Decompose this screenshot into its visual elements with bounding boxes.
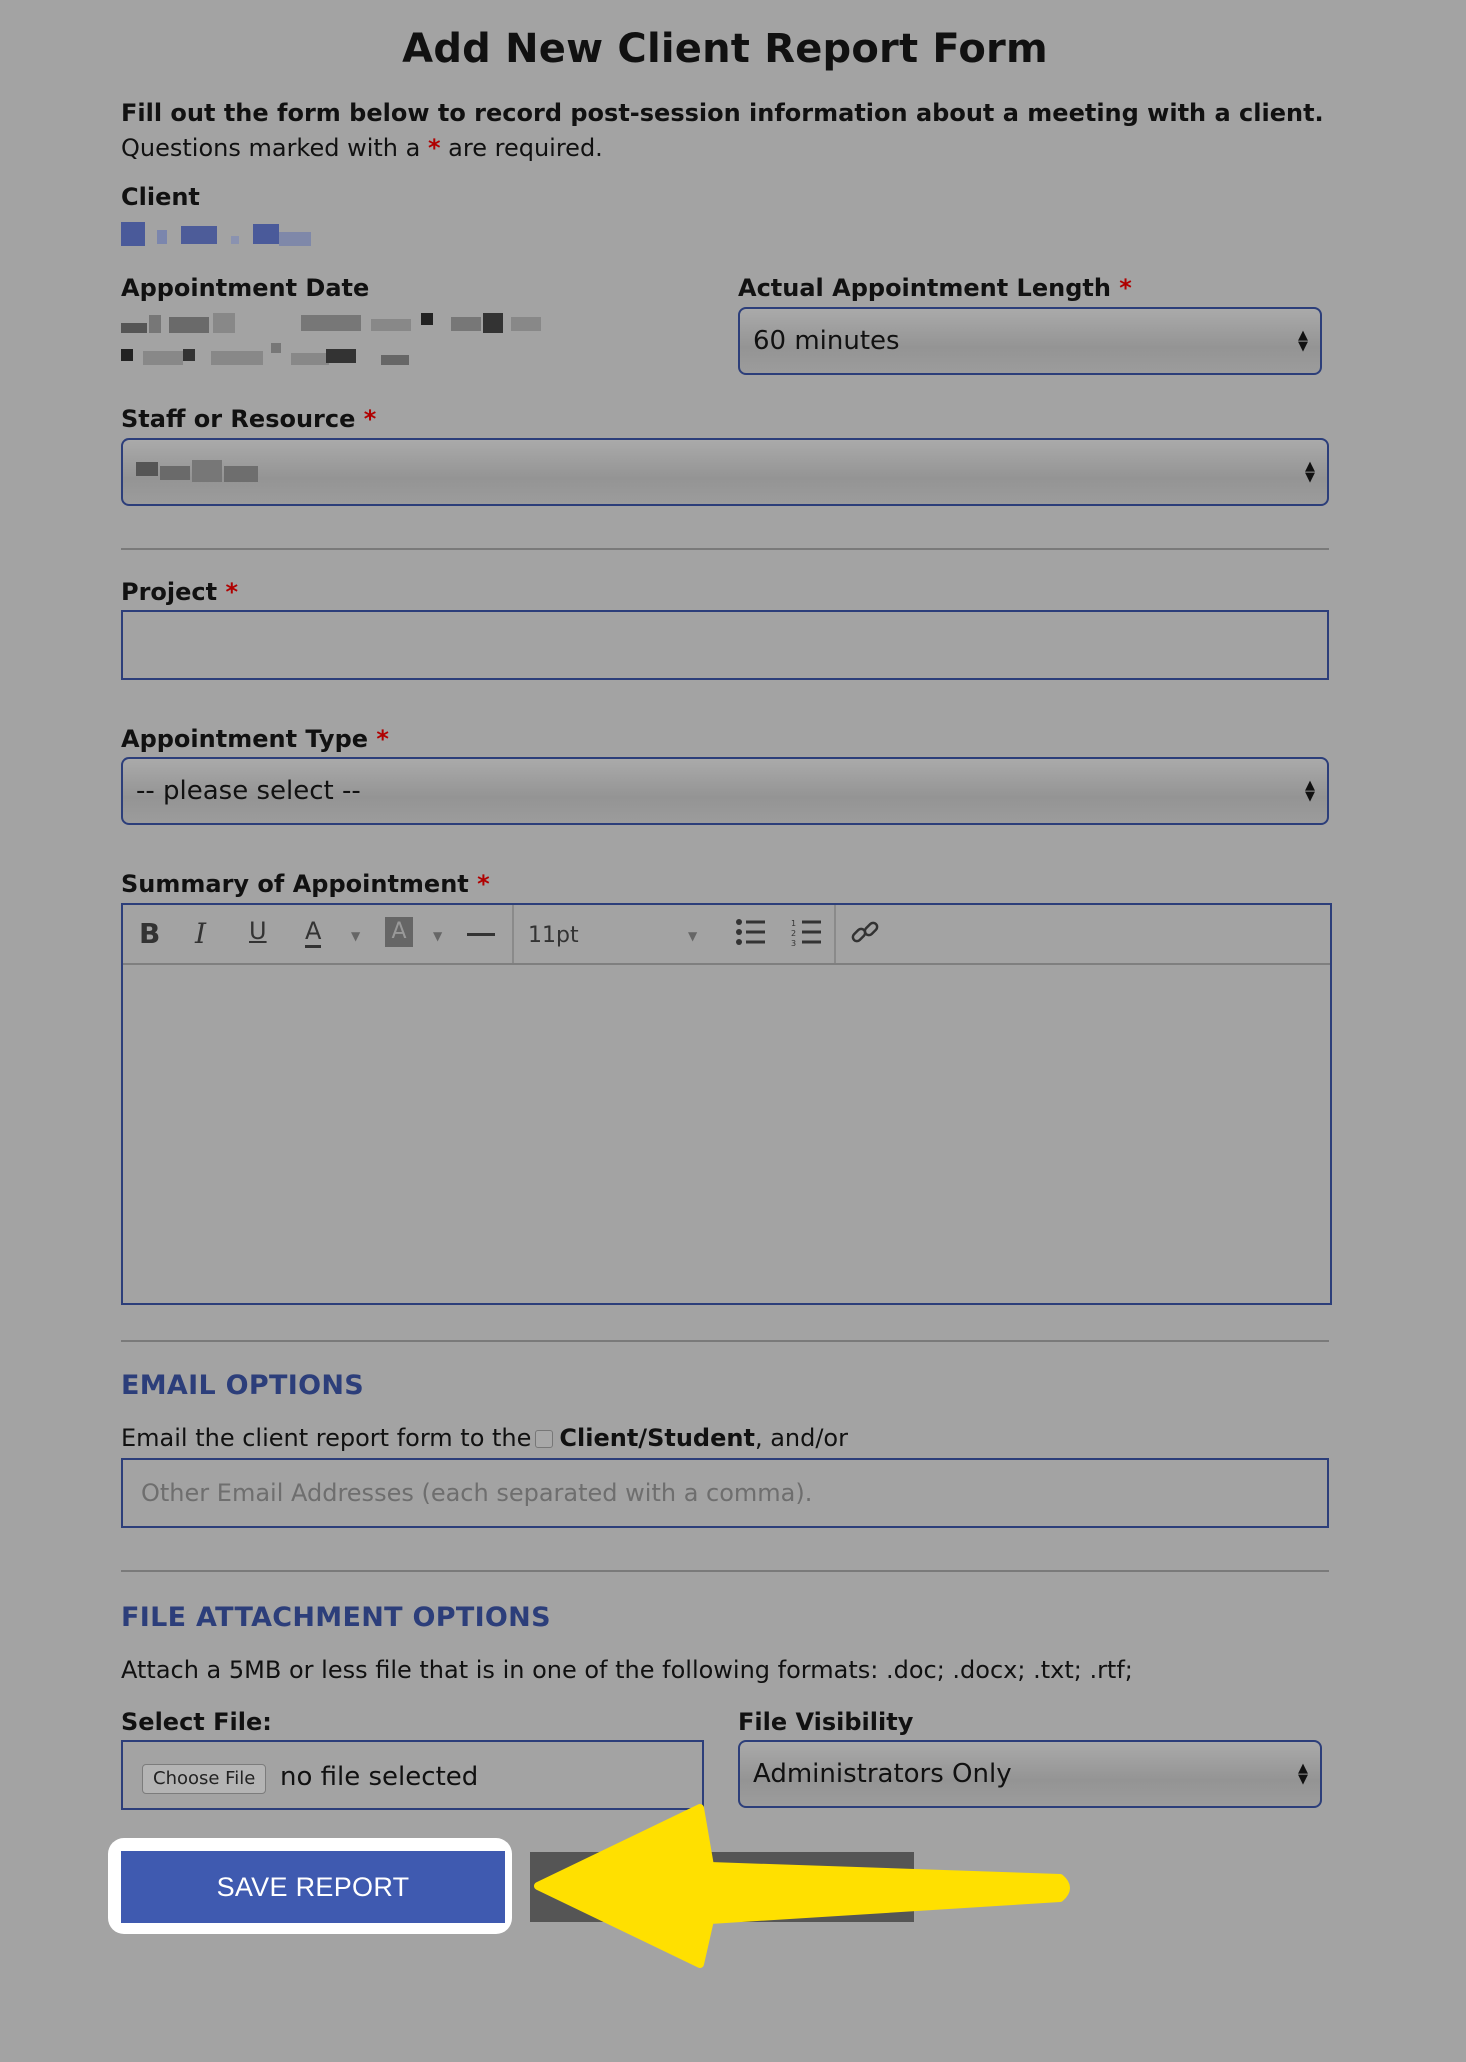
page-title: Add New Client Report Form [402,26,1048,72]
bullet-list-icon[interactable] [735,917,765,951]
select-arrows-icon: ▲ ▼ [1298,1761,1308,1787]
save-report-button[interactable]: SAVE REPORT [121,1851,505,1923]
appointment-length-label: Actual Appointment Length * [738,274,1132,302]
italic-icon[interactable]: I [195,917,207,950]
select-arrows-icon: ▲ ▼ [1305,459,1315,485]
file-attachment-description: Attach a 5MB or less file that is in one of the following formats: .doc; .docx; .txt; .rtf; [121,1656,1133,1684]
staff-label: Staff or Resource * [121,405,377,433]
appointment-type-label: Appointment Type * [121,725,389,753]
divider [121,548,1329,550]
file-visibility-select[interactable]: Administrators Only ▲ ▼ [738,1740,1322,1808]
summary-textarea[interactable] [123,965,1330,1303]
horizontal-rule-icon[interactable] [467,917,495,951]
editor-toolbar [123,905,1330,965]
project-input[interactable] [121,610,1329,680]
appointment-date-label: Appointment Date [121,274,370,302]
font-size-select[interactable]: 11pt [528,923,579,948]
underline-icon[interactable]: U [249,917,267,945]
file-input[interactable] [121,1740,704,1810]
text-color-caret-icon[interactable]: ▼ [351,929,361,943]
divider [121,1340,1329,1342]
client-label: Client [121,183,200,211]
link-icon[interactable] [850,917,880,951]
email-options-heading: EMAIL OPTIONS [121,1370,364,1401]
numbered-list-icon[interactable] [791,917,821,951]
select-file-label: Select File: [121,1708,272,1736]
appointment-type-select[interactable]: -- please select -- ▲ ▼ [121,757,1329,825]
summary-label: Summary of Appointment * [121,870,490,898]
background-color-icon[interactable]: A [385,917,413,947]
secondary-button[interactable] [530,1852,914,1922]
svg-text:3: 3 [791,939,797,947]
other-emails-input[interactable]: Other Email Addresses (each separated with a comma). [121,1458,1329,1528]
file-status: no file selected [280,1762,479,1792]
divider [121,1570,1329,1572]
email-options-text: Email the client report form to the Client/Student, and/or [121,1424,848,1452]
file-attachment-heading: FILE ATTACHMENT OPTIONS [121,1602,551,1633]
choose-file-button[interactable]: Choose File [142,1764,266,1794]
toolbar-separator [512,905,514,963]
form-instructions: Fill out the form below to record post-session information about a meeting with a client. Questions marked with a * are required. [121,99,1324,162]
svg-text:2: 2 [791,929,797,938]
text-color-icon[interactable]: A [305,917,321,948]
client-student-checkbox[interactable] [535,1430,553,1448]
bold-icon[interactable]: B [139,917,161,950]
file-visibility-label: File Visibility [738,1708,914,1736]
summary-editor [121,903,1332,1305]
staff-select[interactable] [121,438,1329,506]
toolbar-separator [834,905,836,963]
project-label: Project * [121,578,239,606]
background-color-caret-icon[interactable]: ▼ [433,929,443,943]
select-arrows-icon: ▲ ▼ [1305,778,1315,804]
appointment-length-select[interactable]: 60 minutes ▲ ▼ [738,307,1322,375]
svg-text:1: 1 [791,919,797,928]
font-size-caret-icon[interactable]: ▼ [688,929,698,943]
select-arrows-icon: ▲ ▼ [1298,328,1308,354]
